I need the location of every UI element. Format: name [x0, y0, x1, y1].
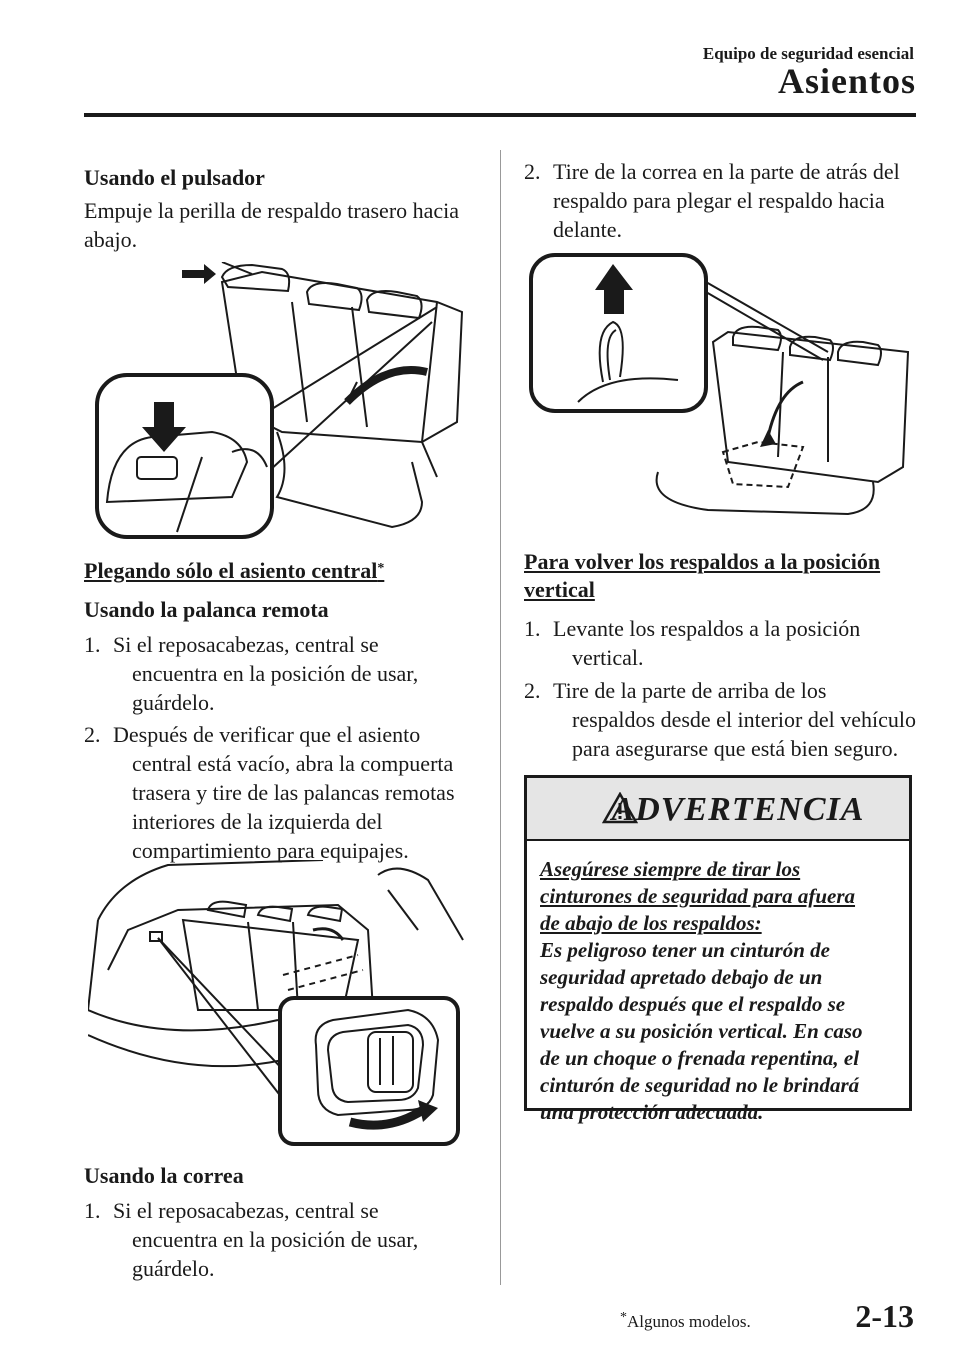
- warning-text: Asegúrese siempre de tirar los cinturones de seguridad para afuera de abajo de los respaldos: Es peligroso tener un cinturón de seguridad apretado debajo de un respaldo después que el respaldo se vuelve a su posición vertical. En caso de un choque o frenada repentina, el cinturón de seguridad no le brindará una protección adecuada.: [540, 857, 863, 1124]
- heading-using-button: Usando el pulsador: [84, 165, 265, 190]
- list-item-number: 1.: [84, 632, 101, 657]
- warning-header: [527, 778, 909, 841]
- header-rule: [84, 113, 916, 117]
- list-item-3: [84, 1196, 101, 1225]
- heading-remote-lever: Usando la palanca remota: [84, 597, 329, 622]
- illustration-seat-knob: [92, 262, 472, 544]
- header-section: Equipo de seguridad esencial: [702, 44, 914, 63]
- paragraph-push-knob-1: Empuje la perilla de respaldo trasero hacia: [84, 198, 460, 223]
- list-item-number: 1.: [84, 1198, 101, 1223]
- header-title: Asientos: [777, 61, 916, 101]
- list-item-number: 2.: [84, 722, 101, 747]
- list-item-number: 1.: [524, 616, 541, 641]
- list-item-number: 2.: [524, 678, 541, 703]
- heading-using-strap: Usando la correa: [84, 1163, 244, 1188]
- footer-note: *Algunos modelos.: [620, 1310, 751, 1331]
- warning-box: [524, 775, 912, 1124]
- list-item-3-text: Si el reposacabezas, central se encuentra en la posición de usar, guárdelo.: [113, 1198, 419, 1281]
- list-item-1: [84, 630, 101, 659]
- list-item-number: 2.: [524, 159, 541, 184]
- list-item-1-text: Si el reposacabezas, central se encuentra en la posición de usar, guárdelo.: [113, 632, 419, 715]
- heading-return-vertical-1: Para volver los respaldos a la posición: [524, 549, 881, 574]
- list-item-r2-text: Levante los respaldos a la posición vertical.: [553, 616, 861, 670]
- list-item-r1-text: Tire de la correa en la parte de atrás del respaldo para plegar el respaldo hacia delante.: [553, 159, 900, 242]
- list-item-r2: [524, 614, 541, 643]
- paragraph-push-knob-2: abajo.: [84, 227, 138, 252]
- list-item-2-text: Después de verificar que el asiento central está vacío, abra la compuerta trasera y tire de las palancas remotas interiores de la izquierda del compartimiento para equipajes.: [113, 722, 455, 863]
- illustration-seat-strap: [528, 252, 916, 522]
- list-item-r3: [524, 676, 541, 705]
- illustration-remote-lever: [88, 860, 466, 1148]
- page-number: 2-13: [855, 1298, 914, 1334]
- heading-fold-center: Plegando sólo el asiento central*: [84, 558, 385, 583]
- column-divider: [500, 150, 501, 1285]
- warning-title: ADVERTENCIA: [611, 791, 865, 828]
- heading-return-vertical-2: vertical: [524, 577, 595, 602]
- list-item-r1: [524, 157, 541, 186]
- list-item-2: [84, 720, 101, 749]
- list-item-r3-text: Tire de la parte de arriba de los respaldos desde el interior del vehículo para asegurarse que está bien seguro.: [553, 678, 916, 761]
